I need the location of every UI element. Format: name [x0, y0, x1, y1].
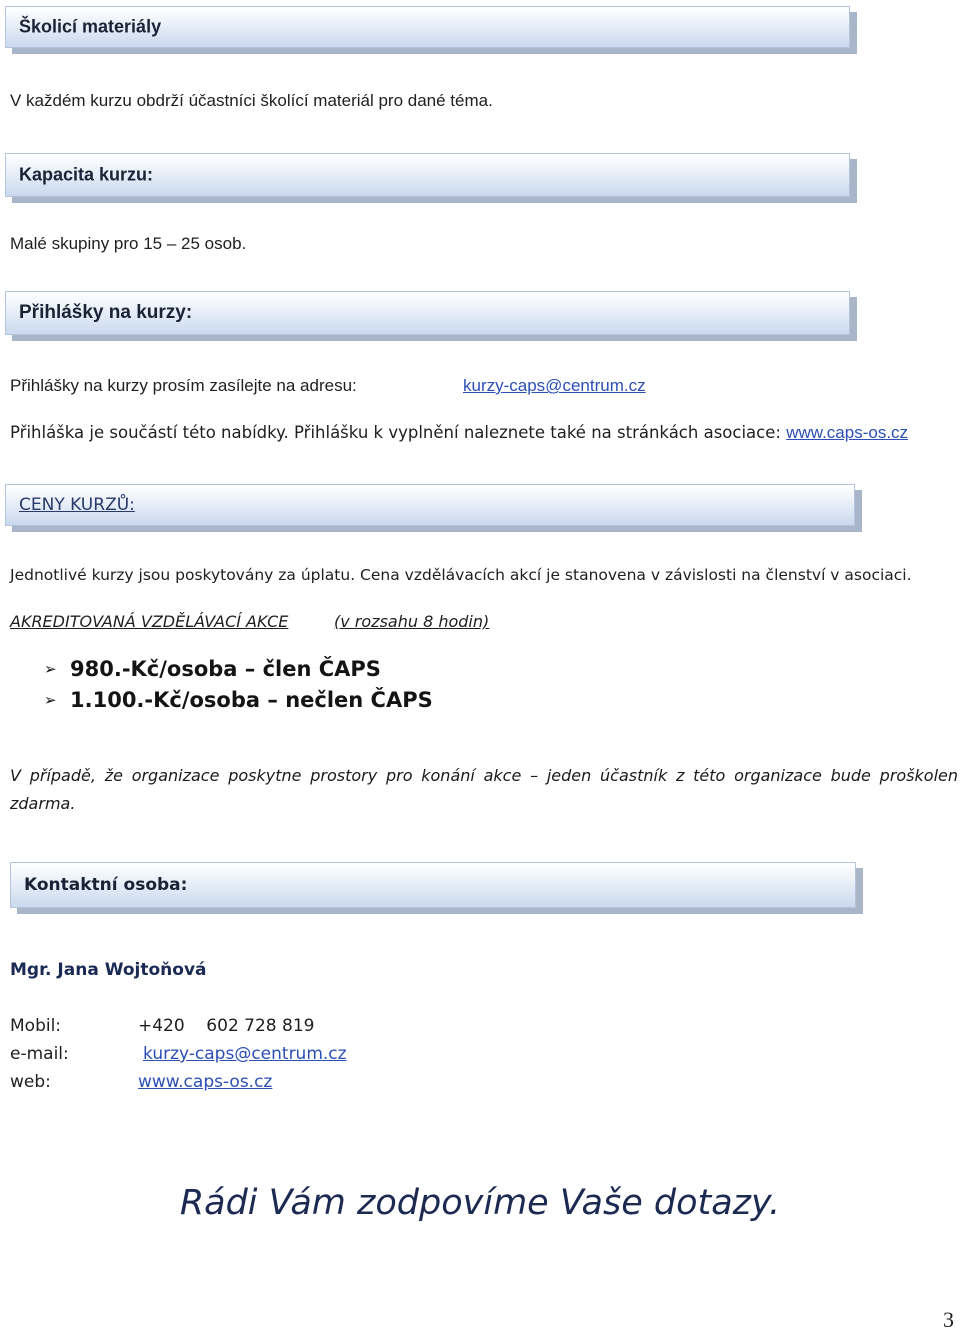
materials-text: V každém kurzu obdrží účastníci školící materiál pro dané téma.	[10, 91, 493, 110]
heading-box-prices	[5, 484, 855, 526]
applications-web-link[interactable]: www.caps-os.cz	[786, 423, 909, 442]
closing-message: Rádi Vám zodpovíme Vaše dotazy.	[179, 1183, 781, 1223]
heading-applications: Přihlášky na kurzy:	[19, 302, 193, 323]
heading-contact: Kontaktní osoba:	[24, 875, 188, 895]
contact-row-mobile	[10, 1016, 510, 1040]
heading-box-capacity	[5, 153, 850, 197]
contact-row-web	[10, 1072, 510, 1096]
contact-email-link[interactable]: kurzy-caps@centrum.cz	[143, 1044, 347, 1064]
contact-web-label: web:	[10, 1072, 51, 1092]
heading-capacity: Kapacita kurzu:	[19, 164, 154, 185]
contact-name: Mgr. Jana Wojtoňová	[10, 960, 207, 980]
contact-mobile-label: Mobil:	[10, 1016, 62, 1036]
accredited-label: AKREDITOVANÁ VZDĚLÁVACÍ AKCE	[10, 612, 289, 631]
contact-web-link[interactable]: www.caps-os.cz	[138, 1072, 273, 1092]
applications-text2	[10, 423, 908, 443]
heading-prices: CENY KURZŮ:	[19, 495, 135, 515]
price-item-nonmember-text: 1.100.-Kč/osoba – nečlen ČAPS	[70, 688, 433, 712]
heading-box-applications	[5, 291, 850, 335]
applications-text: Přihlášky na kurzy prosím zasílejte na adresu:	[10, 376, 357, 395]
applications-email-link[interactable]: kurzy-caps@centrum.cz	[463, 376, 646, 395]
price-item-member-text: 980.-Kč/osoba – člen ČAPS	[70, 657, 381, 681]
arrow-bullet-icon: ➢	[44, 691, 57, 709]
contact-mobile-value: +420 602 728 819	[138, 1016, 315, 1036]
price-item-member	[44, 657, 381, 681]
contact-row-email	[10, 1044, 510, 1068]
accredited-scope: (v rozsahu 8 hodin)	[334, 612, 490, 631]
contact-email-label: e-mail:	[10, 1044, 69, 1064]
capacity-text: Malé skupiny pro 15 – 25 osob.	[10, 234, 247, 253]
heading-materials: Školicí materiály	[19, 16, 162, 37]
free-participant-note: V případě, že organizace poskytne prostory pro konání akce – jeden účastník z této organizace bude proškolen zdarma.	[10, 766, 958, 813]
arrow-bullet-icon: ➢	[44, 660, 57, 678]
heading-box-materials	[5, 6, 850, 48]
price-item-nonmember	[44, 688, 433, 712]
heading-box-contact	[10, 862, 856, 908]
page-number: 3	[943, 1307, 954, 1332]
prices-text: Jednotlivé kurzy jsou poskytovány za úplatu. Cena vzdělávacích akcí je stanovena v závislosti na členství v asociaci.	[10, 566, 912, 584]
applications-text2-content: Přihláška je součástí této nabídky. Přihlášku k vyplnění naleznete také na stránkách asociace:	[10, 423, 781, 442]
